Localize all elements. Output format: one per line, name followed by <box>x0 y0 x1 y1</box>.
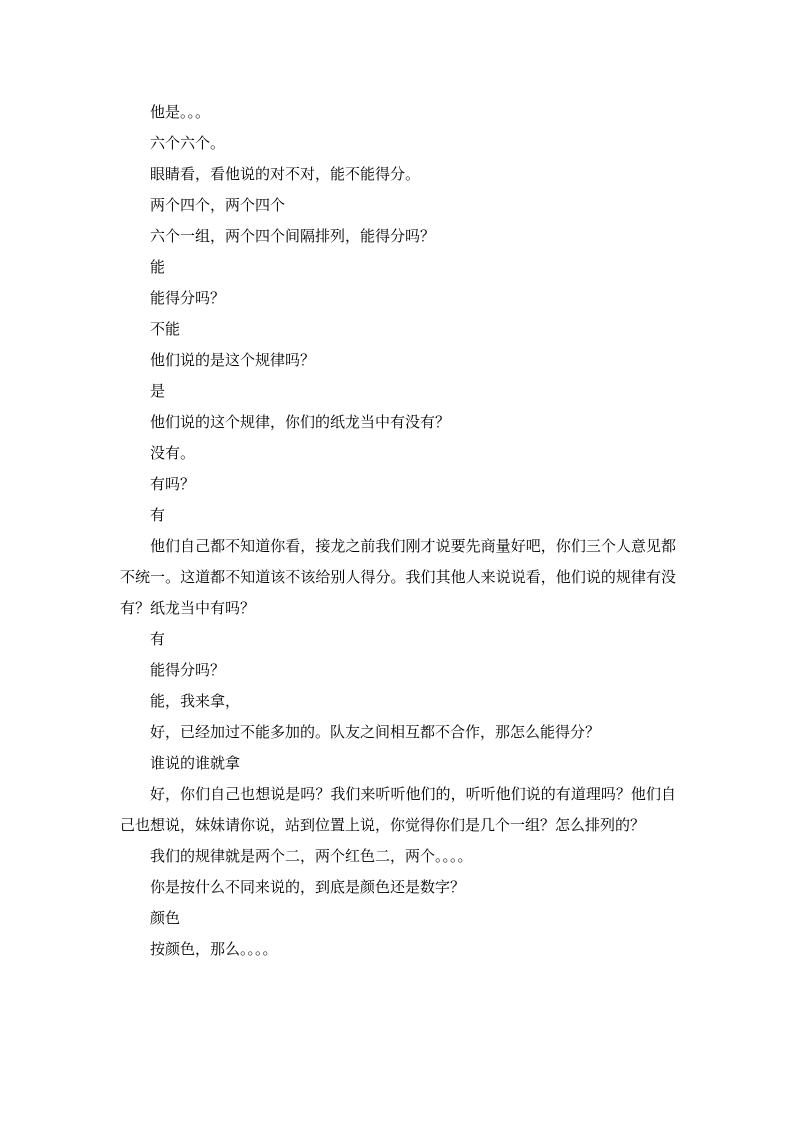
paragraph-9: 他们说的是这个规律吗？ <box>150 351 316 369</box>
paragraph-13: 有吗？ <box>150 475 196 493</box>
paragraph-21: 好，你们自己也想说是吗？我们来听听他们的，听听他们说的有道理吗？他们自己也想说，妹妹请你说，站到位置上说，你觉得你们是几个一组？怎么排列的？ <box>120 785 676 834</box>
paragraph-14: 有 <box>150 506 166 524</box>
paragraph-6: 能 <box>150 258 166 276</box>
paragraph-8: 不能 <box>150 320 181 338</box>
paragraph-19: 好，已经加过不能多加的。队友之间相互都不合作，那怎么能得分？ <box>150 723 601 741</box>
paragraph-22: 我们的规律就是两个二，两个红色二，两个。。。。 <box>150 847 473 865</box>
paragraph-17: 能得分吗？ <box>150 661 226 679</box>
paragraph-4: 两个四个，两个四个 <box>150 196 286 214</box>
paragraph-2: 六个六个。 <box>150 134 226 152</box>
paragraph-23: 你是按什么不同来说的，到底是颜色还是数字？ <box>150 878 466 896</box>
paragraph-5: 六个一组，两个四个间隔排列，能得分吗？ <box>150 227 436 245</box>
paragraph-24: 颜色 <box>150 909 181 927</box>
paragraph-7: 能得分吗？ <box>150 289 226 307</box>
paragraph-18: 能，我来拿， <box>150 692 241 710</box>
paragraph-25: 按颜色，那么。。。。 <box>150 940 278 958</box>
paragraph-3: 眼睛看，看他说的对不对，能不能得分。 <box>150 165 421 183</box>
paragraph-20: 谁说的谁就拿 <box>150 754 241 772</box>
paragraph-16: 有 <box>150 630 166 648</box>
paragraph-15: 他们自己都不知道你看，接龙之前我们刚才说要先商量好吧，你们三个人意见都不统一。这道都不知道该不该给别人得分。我们其他人来说说看，他们说的规律有没有？纸龙当中有吗？ <box>120 537 676 617</box>
paragraph-1: 他是。。。 <box>150 103 211 121</box>
paragraph-11: 他们说的这个规律，你们的纸龙当中有没有？ <box>150 413 451 431</box>
paragraph-10: 是 <box>150 382 166 400</box>
document-body <box>120 97 676 965</box>
paragraph-12: 没有。 <box>150 444 196 462</box>
